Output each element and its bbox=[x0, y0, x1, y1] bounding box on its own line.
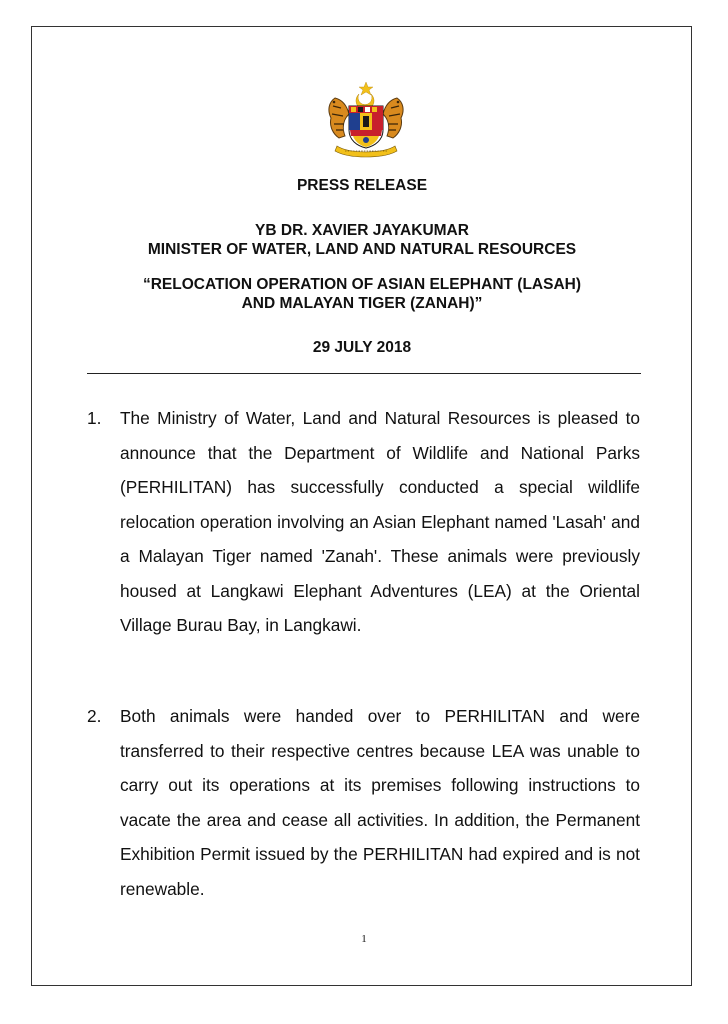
ministry-title: MINISTER OF WATER, LAND AND NATURAL RESOURCES bbox=[147, 241, 577, 258]
paragraph-text: The Ministry of Water, Land and Natural Resources is pleased to announce that the Department of Wildlife and National Parks (PERHILITAN) has successfully conducted a special wildlife relocation operation involving an Asian Elephant named 'Lasah' and a Malayan Tiger named 'Zanah'. These animals were previously housed at Langkawi Elephant Adventures (LEA) at the Oriental Village Burau Bay, in Langkawi. bbox=[120, 408, 640, 635]
header-divider bbox=[87, 373, 641, 374]
coat-of-arms-icon bbox=[315, 80, 417, 160]
press-release-label: PRESS RELEASE bbox=[296, 177, 428, 194]
paragraph-number: 1. bbox=[87, 408, 102, 428]
release-date: 29 JULY 2018 bbox=[312, 339, 412, 356]
release-title-line2: AND MALAYAN TIGER (ZANAH)” bbox=[241, 295, 483, 312]
paragraph-1 bbox=[87, 401, 640, 643]
minister-block bbox=[60, 221, 664, 259]
release-title-line1: “RELOCATION OPERATION OF ASIAN ELEPHANT (LASAH) bbox=[142, 276, 581, 293]
paragraph-number: 2. bbox=[87, 706, 102, 726]
release-title bbox=[60, 275, 664, 313]
paragraph-text: Both animals were handed over to PERHILITAN and were transferred to their respective centres because LEA was unable to carry out its operations at its premises following instructions to vacate the area and cease all activities. In addition, the Permanent Exhibition Permit issued by the PERHILITAN had expired and is not renewable. bbox=[120, 706, 640, 899]
page-number: 1 bbox=[361, 933, 367, 945]
minister-name: YB DR. XAVIER JAYAKUMAR bbox=[255, 222, 469, 239]
paragraph-2 bbox=[87, 699, 640, 906]
